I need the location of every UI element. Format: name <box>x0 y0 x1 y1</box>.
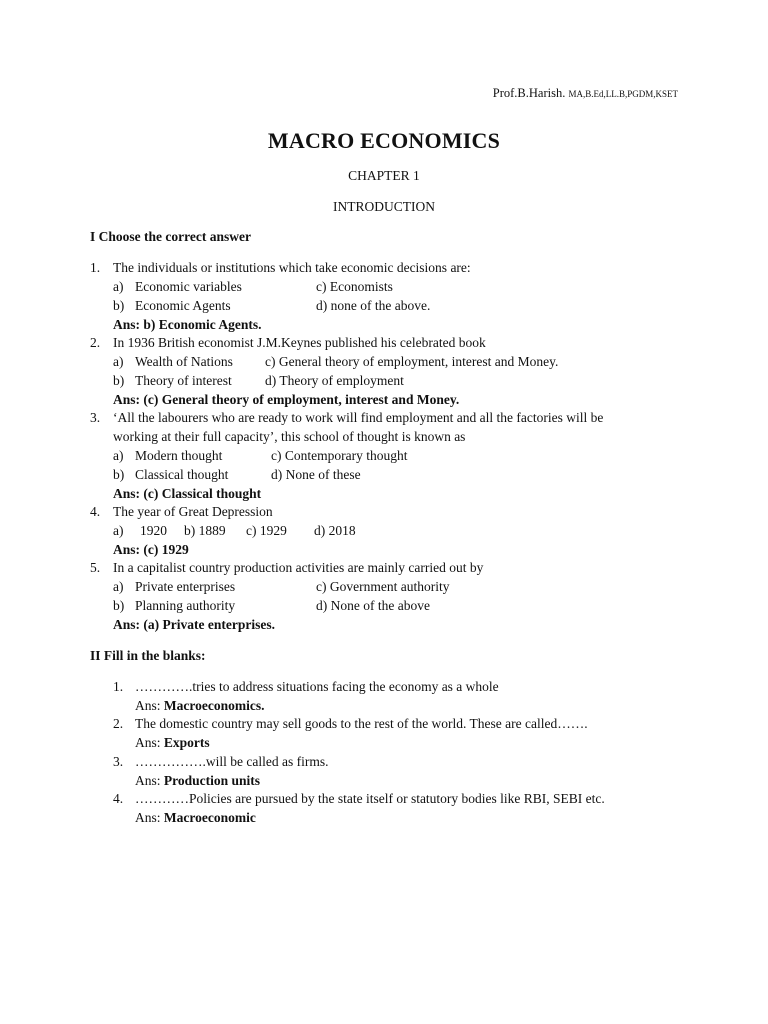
option-text: c) Economists <box>316 279 393 294</box>
question-text: In a capitalist country production activities are mainly carried out by <box>113 560 484 575</box>
option-text: Wealth of Nations <box>135 354 233 369</box>
question-5-answer: Ans: (a) Private enterprises. <box>113 617 275 632</box>
option-label: a) <box>113 279 124 294</box>
option-text: c) General theory of employment, interest and Money. <box>265 354 559 369</box>
blank-text: The domestic country may sell goods to the rest of the world. These are called……. <box>135 716 588 731</box>
option-text: b) 1889 <box>184 523 226 538</box>
question-text: The individuals or institutions which take economic decisions are: <box>113 260 471 275</box>
option-text: Classical thought <box>135 467 229 482</box>
blank-number: 2. <box>113 716 124 731</box>
blank-text: …………Policies are pursued by the state itself or statutory bodies like RBI, SEBI etc. <box>135 791 605 806</box>
answer-value: Production units <box>163 773 261 788</box>
question-1-answer: Ans: b) Economic Agents. <box>113 317 262 332</box>
blank-number: 4. <box>113 791 124 806</box>
answer-prefix: Ans: <box>135 735 164 750</box>
answer-prefix: Ans: <box>135 698 164 713</box>
answer-value: Exports <box>163 735 210 750</box>
question-number: 2. <box>90 335 101 350</box>
question-text: ‘All the labourers who are ready to work will find employment and all the factories will be <box>113 410 604 425</box>
option-text: c) Government authority <box>316 579 450 594</box>
option-label: b) <box>113 467 125 482</box>
option-text: d) None of these <box>271 467 361 482</box>
option-text: c) Contemporary thought <box>271 448 408 463</box>
option-label: b) <box>113 373 125 388</box>
question-4-answer: Ans: (c) 1929 <box>113 542 189 557</box>
blank-2-answer <box>135 733 210 752</box>
blank-text: …………….will be called as firms. <box>135 754 329 769</box>
question-number: 1. <box>90 260 101 275</box>
option-text: c) 1929 <box>246 523 287 538</box>
blank-number: 3. <box>113 754 124 769</box>
option-text: Planning authority <box>135 598 236 613</box>
option-text: Private enterprises <box>135 579 236 594</box>
answer-prefix: Ans: <box>135 773 164 788</box>
author-name: Prof.B.Harish. <box>492 86 566 100</box>
question-2-answer: Ans: (c) General theory of employment, interest and Money. <box>113 392 460 407</box>
question-number: 5. <box>90 560 101 575</box>
answer-value: Macroeconomic <box>163 810 256 825</box>
blank-text: ………….tries to address situations facing the economy as a whole <box>135 679 499 694</box>
option-text: d) none of the above. <box>316 298 431 313</box>
blank-1-answer <box>135 696 264 715</box>
option-text: d) 2018 <box>314 523 356 538</box>
question-number: 3. <box>90 410 101 425</box>
blank-3-answer <box>135 771 260 790</box>
chapter-label: CHAPTER 1 <box>348 168 420 183</box>
author-qualifications: MA,B.Ed,LL.B,PGDM,KSET <box>568 89 678 99</box>
option-text: d) Theory of employment <box>265 373 404 388</box>
option-label: a) <box>113 448 124 463</box>
option-label: b) <box>113 598 125 613</box>
option-text: Economic variables <box>135 279 242 294</box>
option-text: Theory of interest <box>135 373 232 388</box>
option-label: a) <box>113 354 124 369</box>
option-label: a) <box>113 579 124 594</box>
option-text: Modern thought <box>135 448 223 463</box>
blank-4-answer <box>135 808 256 827</box>
page-title: MACRO ECONOMICS <box>267 128 501 153</box>
answer-value: Macroeconomics. <box>163 698 265 713</box>
answer-prefix: Ans: <box>135 810 164 825</box>
option-label: b) <box>113 298 125 313</box>
question-text: The year of Great Depression <box>113 504 273 519</box>
option-text: 1920 <box>140 523 167 538</box>
option-label: a) <box>113 523 124 538</box>
section-1-heading: I Choose the correct answer <box>90 229 251 244</box>
section-2-heading: II Fill in the blanks: <box>90 648 206 663</box>
blank-number: 1. <box>113 679 124 694</box>
question-text: In 1936 British economist J.M.Keynes published his celebrated book <box>113 335 486 350</box>
question-3-answer: Ans: (c) Classical thought <box>113 486 262 501</box>
question-number: 4. <box>90 504 101 519</box>
option-text: Economic Agents <box>135 298 231 313</box>
question-3-text-continued: working at their full capacity’, this school of thought is known as <box>113 429 466 444</box>
option-text: d) None of the above <box>316 598 430 613</box>
author-line <box>493 86 678 101</box>
chapter-subtitle: INTRODUCTION <box>333 199 435 214</box>
